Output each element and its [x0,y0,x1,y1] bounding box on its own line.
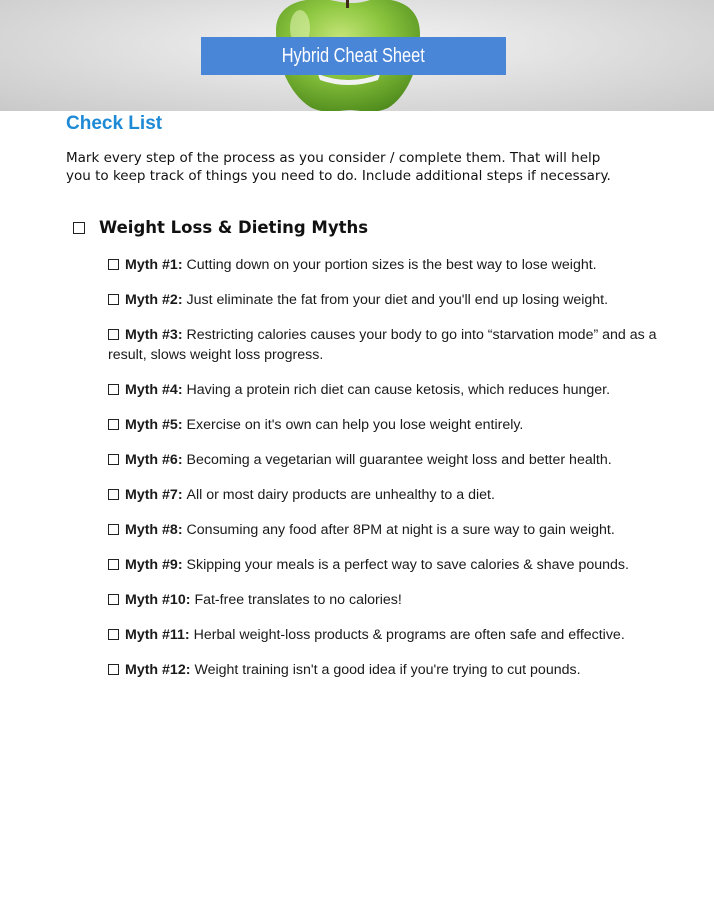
item-checkbox[interactable] [108,559,119,570]
myth-label: Myth #6: [125,451,183,468]
myth-label: Myth #4: [125,381,183,398]
checklist-item [108,626,668,646]
item-checkbox[interactable] [108,629,119,640]
item-checkbox[interactable] [108,259,119,270]
myth-text: Skipping your meals is a perfect way to save calories & shave pounds. [186,556,629,573]
banner-title: Hybrid Cheat Sheet [281,44,426,67]
checklist-item [108,291,668,311]
checklist-item [108,591,668,611]
item-checkbox[interactable] [108,294,119,305]
myth-label: Myth #2: [125,292,183,308]
myth-text: Becoming a vegetarian will guarantee weight loss and better health. [186,451,612,468]
myth-label: Myth #1: [125,257,183,273]
checklist-item [108,326,668,365]
checklist-item [108,486,668,506]
checklist-item [108,451,668,471]
item-checkbox[interactable] [108,329,119,340]
checklist-item [108,661,668,681]
item-checkbox[interactable] [108,384,119,395]
checklist-item [108,256,668,276]
myth-text: Restricting calories causes your body to go into “starvation mode” and as a result, slows weight loss progress. [108,327,657,363]
myth-label: Myth #12: [125,661,191,678]
myth-text: Herbal weight-loss products & programs are often safe and effective. [193,626,625,643]
banner-title-box [201,37,506,75]
item-checkbox[interactable] [108,664,119,675]
header-banner [0,0,714,111]
myth-label: Myth #11: [125,626,190,643]
myth-text: Exercise on it's own can help you lose weight entirely. [186,416,524,433]
myth-label: Myth #10: [125,591,191,608]
myth-label: Myth #9: [125,556,183,573]
section-title: Check List [66,113,163,134]
myth-text: Just eliminate the fat from your diet and you'll end up losing weight. [186,292,609,308]
item-checkbox[interactable] [108,454,119,465]
checklist-item [108,416,668,436]
myth-label: Myth #3: [125,327,183,343]
myth-text: Cutting down on your portion sizes is the best way to lose weight. [186,257,597,273]
item-checkbox[interactable] [108,489,119,500]
group-title: Weight Loss & Dieting Myths [99,218,369,237]
checklist-item [108,556,668,576]
item-checkbox[interactable] [108,524,119,535]
group-checkbox[interactable] [73,222,85,234]
intro-text: Mark every step of the process as you consider / complete them. That will help you to keep track of things you need to do. Include additional steps if necessary. [66,150,611,184]
myth-text: Consuming any food after 8PM at night is a sure way to gain weight. [186,521,615,538]
item-checkbox[interactable] [108,594,119,605]
item-checkbox[interactable] [108,419,119,430]
checklist-item [108,521,668,541]
myth-text: Fat-free translates to no calories! [194,591,402,608]
myth-text: All or most dairy products are unhealthy to a diet. [186,486,495,503]
myth-label: Myth #7: [125,486,183,503]
myth-text: Weight training isn't a good idea if you're trying to cut pounds. [194,661,581,678]
group-heading [73,216,368,240]
myth-label: Myth #5: [125,416,183,433]
myth-checklist [108,256,668,696]
myth-text: Having a protein rich diet can cause ketosis, which reduces hunger. [186,381,611,398]
myth-label: Myth #8: [125,521,183,538]
checklist-item [108,381,668,401]
